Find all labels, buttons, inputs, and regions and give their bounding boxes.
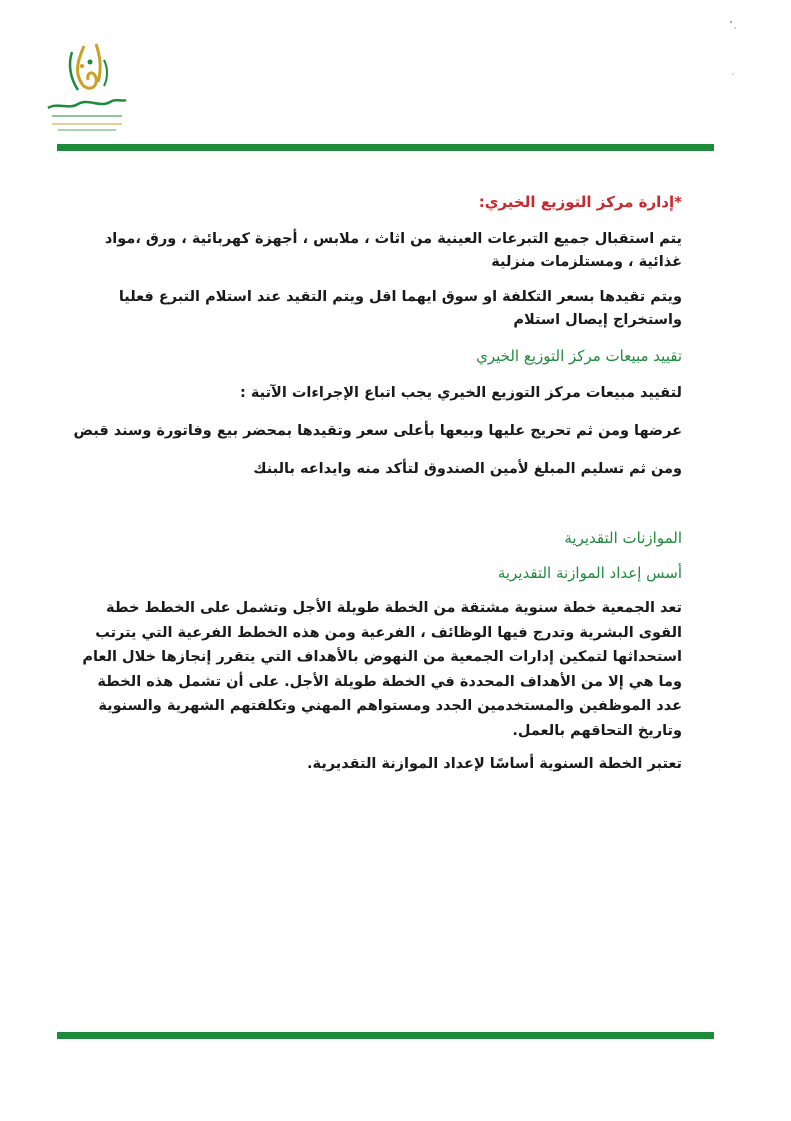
- estimated-budgets-heading: الموازنات التقديرية: [564, 529, 682, 547]
- budget-preparation-heading: أسس إعداد الموازنة التقديرية: [497, 564, 682, 582]
- document-body: [70, 190, 682, 777]
- annual-plan-paragraph: تعد الجمعية خطة سنوية مشتقة من الخطة طويلة الأجل وتشمل على الخطط خطة القوى البشرية وتدرج فيها الوظائف ، الفرعية ومن هذه الخطط الفرعية التي يترتب استحداثها لتمكين إدارات الجمعية من النهوض بالأهداف التي يتقرر إنجازها خلال العام وما هي إلا من الأهداف المحددة في الخطة طويلة الأجل. على أن تشمل هذه الخطة عدد الموظفين والمستخدمين الجدد ومستواهم المهني وتكلفتهم الشهرية والسنوية وتاريخ التحاقهم بالعمل.: [82, 600, 682, 739]
- scan-specks: [721, 10, 741, 80]
- header-divider: [57, 144, 714, 151]
- footer-divider: [57, 1032, 714, 1039]
- distribution-center-heading: *إدارة مركز التوزيع الخيري:: [478, 193, 682, 211]
- sales-recording-heading: تقييد مبيعات مركز التوزيع الخيري: [476, 347, 682, 365]
- donations-receipt-paragraph: يتم استقبال جميع التبرعات العينية من اثاث ، ملابس ، أجهزة كهربائية ، ورق ،مواد غذائية ، ومستلزمات منزلية: [104, 231, 682, 270]
- donations-recording-paragraph: ويتم تقيدها بسعر التكلفة او سوق ايهما اقل ويتم التقيد عند استلام التبرع فعليا واستخراج إيصال استلام: [118, 289, 682, 328]
- sales-procedure-step-1: عرضها ومن ثم تحريج عليها وبيعها بأعلى سعر وتقيدها بمحضر بيع وفاتورة وسند قبض: [73, 423, 682, 439]
- organization-logo: [38, 38, 134, 136]
- sales-procedure-step-2: ومن ثم تسليم المبلغ لأمين الصندوق لتأكد منه وايداعه بالبنك: [253, 461, 682, 477]
- annual-plan-basis-paragraph: تعتبر الخطة السنوية أساسًا لإعداد الموازنة التقديرية.: [307, 756, 682, 772]
- sales-procedures-intro: لتقييد مبيعات مركز التوزيع الخيري يجب اتباع الإجراءات الآتية :: [240, 385, 682, 401]
- logo-emblem-icon: [38, 38, 134, 136]
